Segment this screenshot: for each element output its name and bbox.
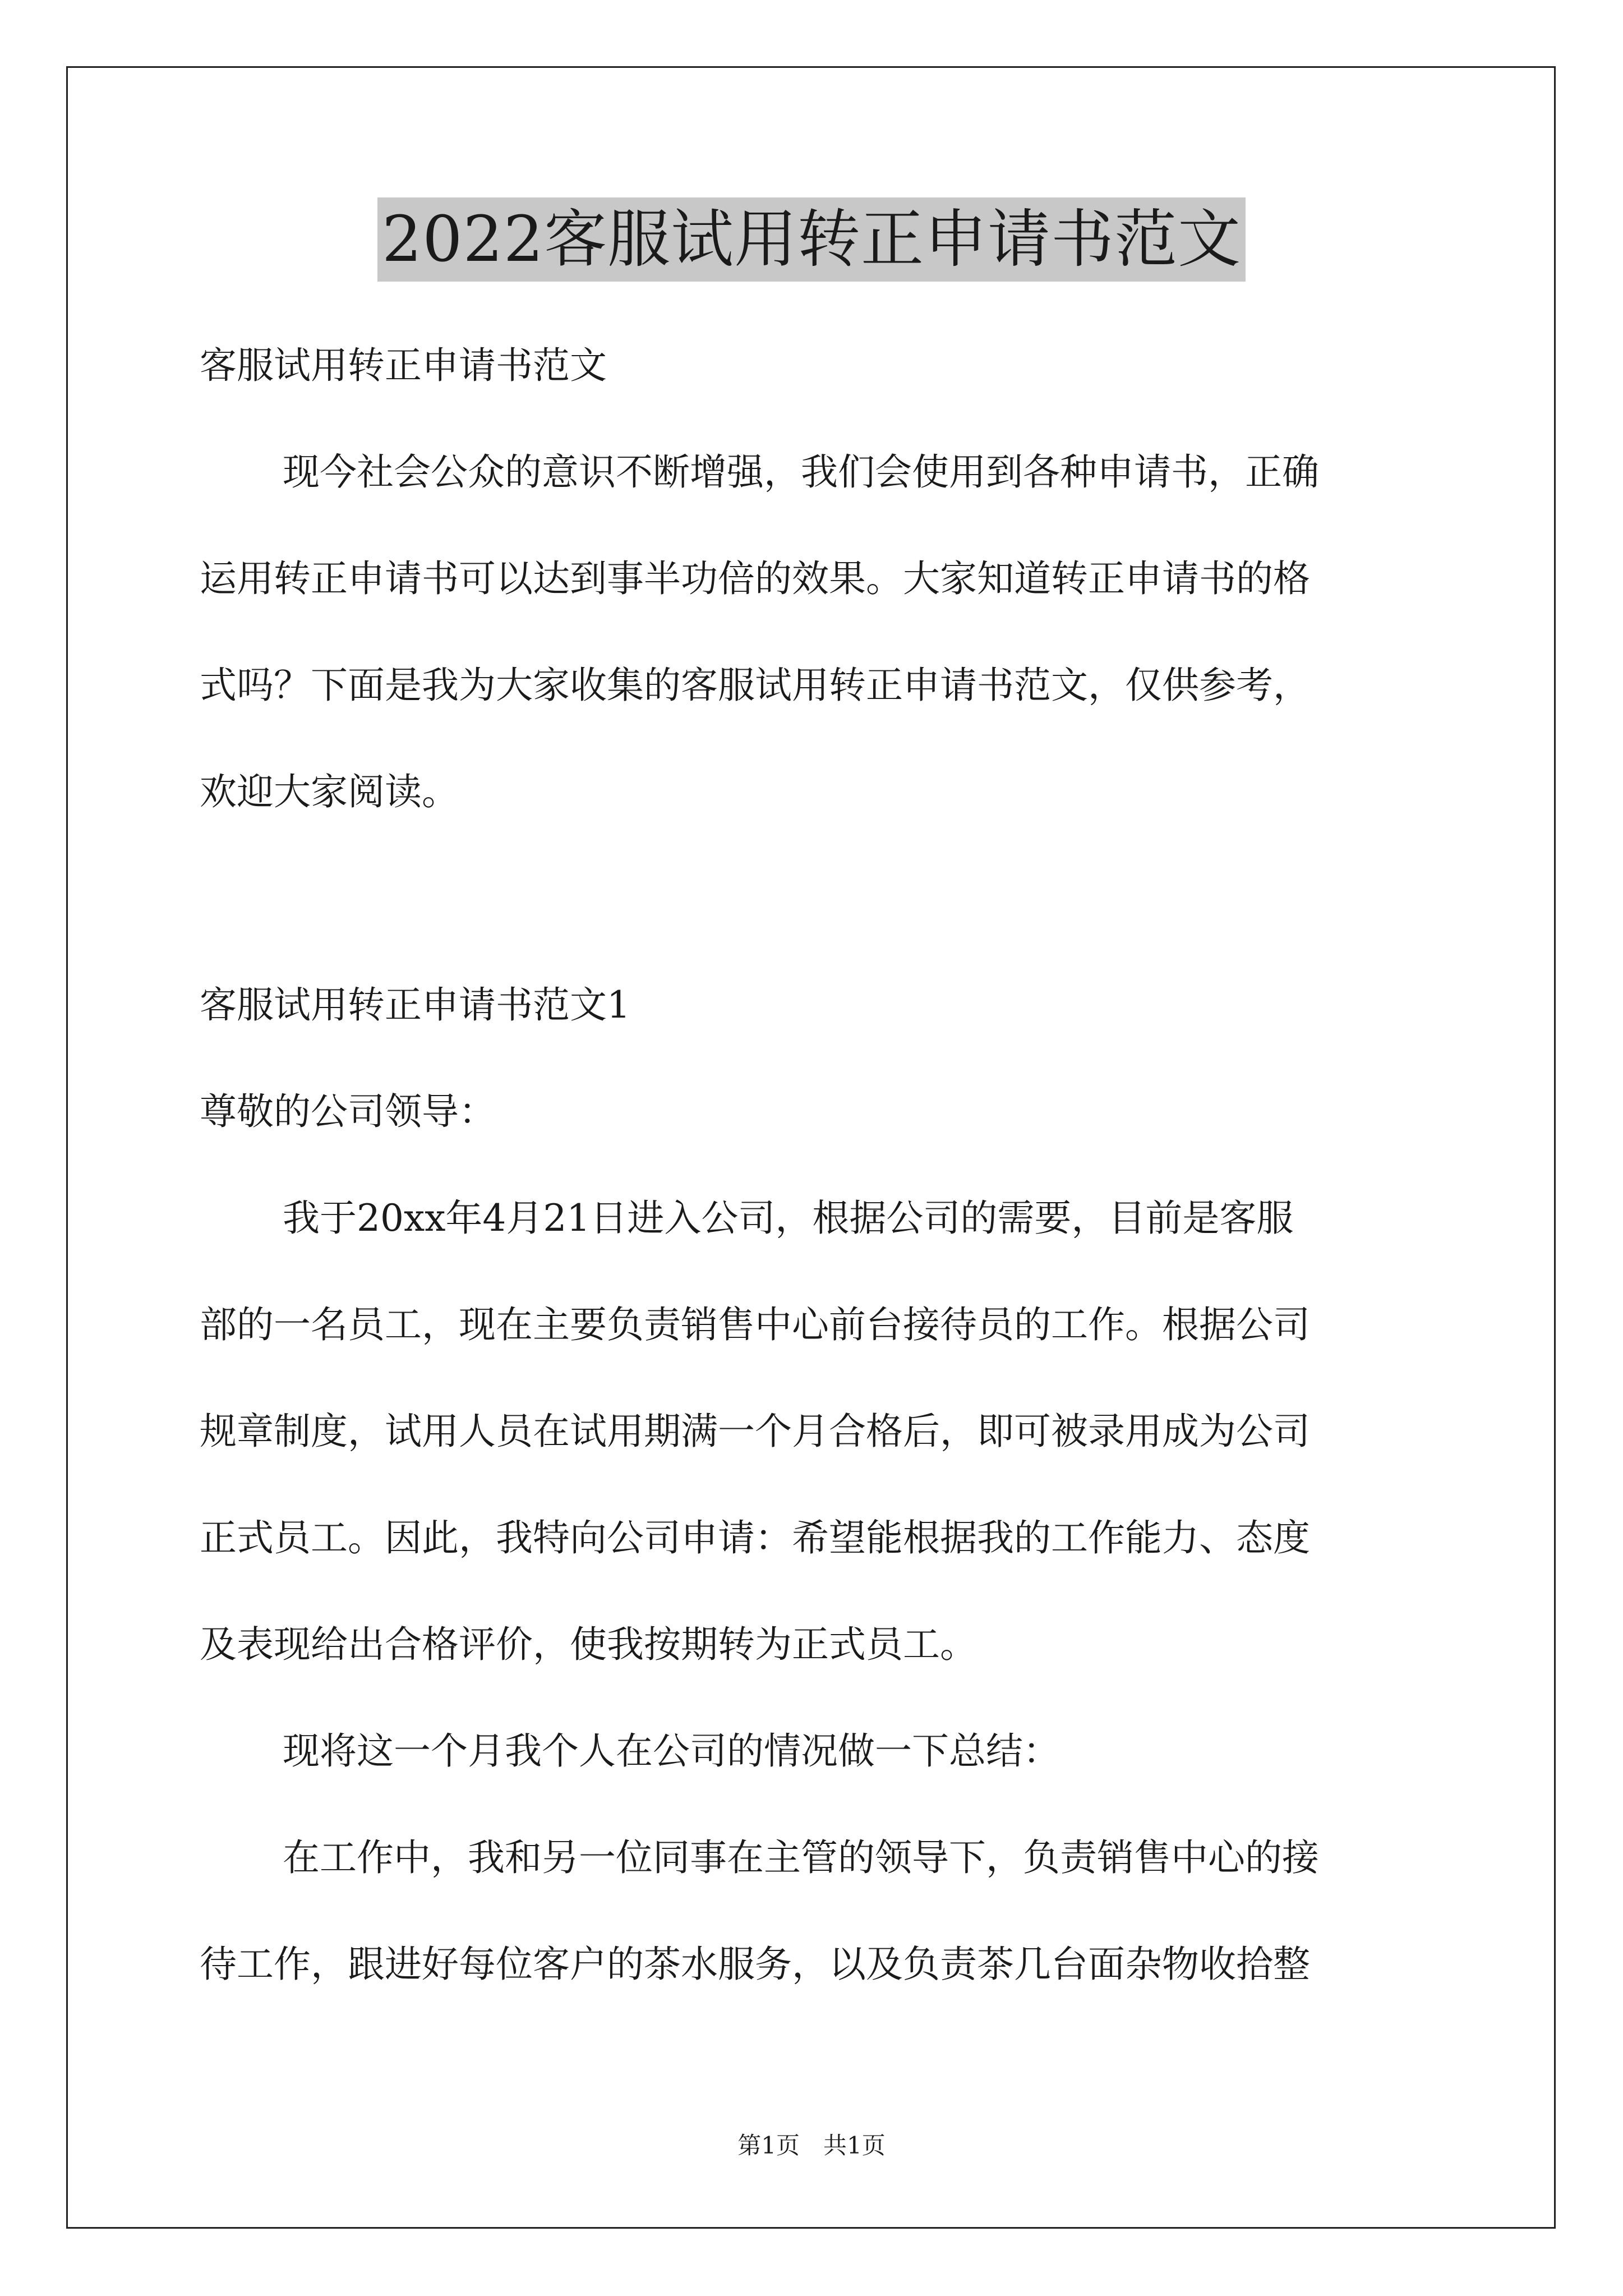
body-line-2: 部的一名员工，现在主要负责销售中心前台接待员的工作。根据公司 — [200, 1303, 1310, 1346]
document-body — [200, 332, 1428, 2037]
intro-line-3: 式吗？下面是我为大家收集的客服试用转正申请书范文，仅供参考， — [200, 664, 1310, 707]
intro-line-2: 运用转正申请书可以达到事半功倍的效果。大家知道转正申请书的格 — [200, 557, 1310, 600]
summary-intro: 现将这一个月我个人在公司的情况做一下总结： — [283, 1729, 1060, 1773]
document-title: 2022客服试用转正申请书范文 — [377, 197, 1246, 282]
body-line-1: 我于20xx年4月21日进入公司，根据公司的需要，目前是客服 — [283, 1197, 1294, 1240]
body-line-3: 规章制度，试用人员在试用期满一个月合格后，即可被录用成为公司 — [200, 1410, 1310, 1453]
page-footer: 第1页 共1页 — [737, 2132, 886, 2159]
title-container — [0, 197, 1623, 282]
section-heading: 客服试用转正申请书范文1 — [200, 983, 630, 1027]
body-line-4: 正式员工。因此，我特向公司申请：希望能根据我的工作能力、态度 — [200, 1516, 1310, 1559]
work-line-1: 在工作中，我和另一位同事在主管的领导下，负责销售中心的接 — [283, 1836, 1319, 1879]
blank-line — [200, 865, 1428, 972]
subtitle: 客服试用转正申请书范文 — [200, 344, 607, 387]
salutation: 尊敬的公司领导： — [200, 1090, 496, 1133]
body-line-5: 及表现给出合格评价，使我按期转为正式员工。 — [200, 1623, 977, 1666]
intro-line-4: 欢迎大家阅读。 — [200, 770, 459, 813]
intro-line-1: 现今社会公众的意识不断增强，我们会使用到各种申请书，正确 — [283, 450, 1319, 494]
work-line-2: 待工作，跟进好每位客户的茶水服务，以及负责茶几台面杂物收拾整 — [200, 1943, 1310, 1986]
